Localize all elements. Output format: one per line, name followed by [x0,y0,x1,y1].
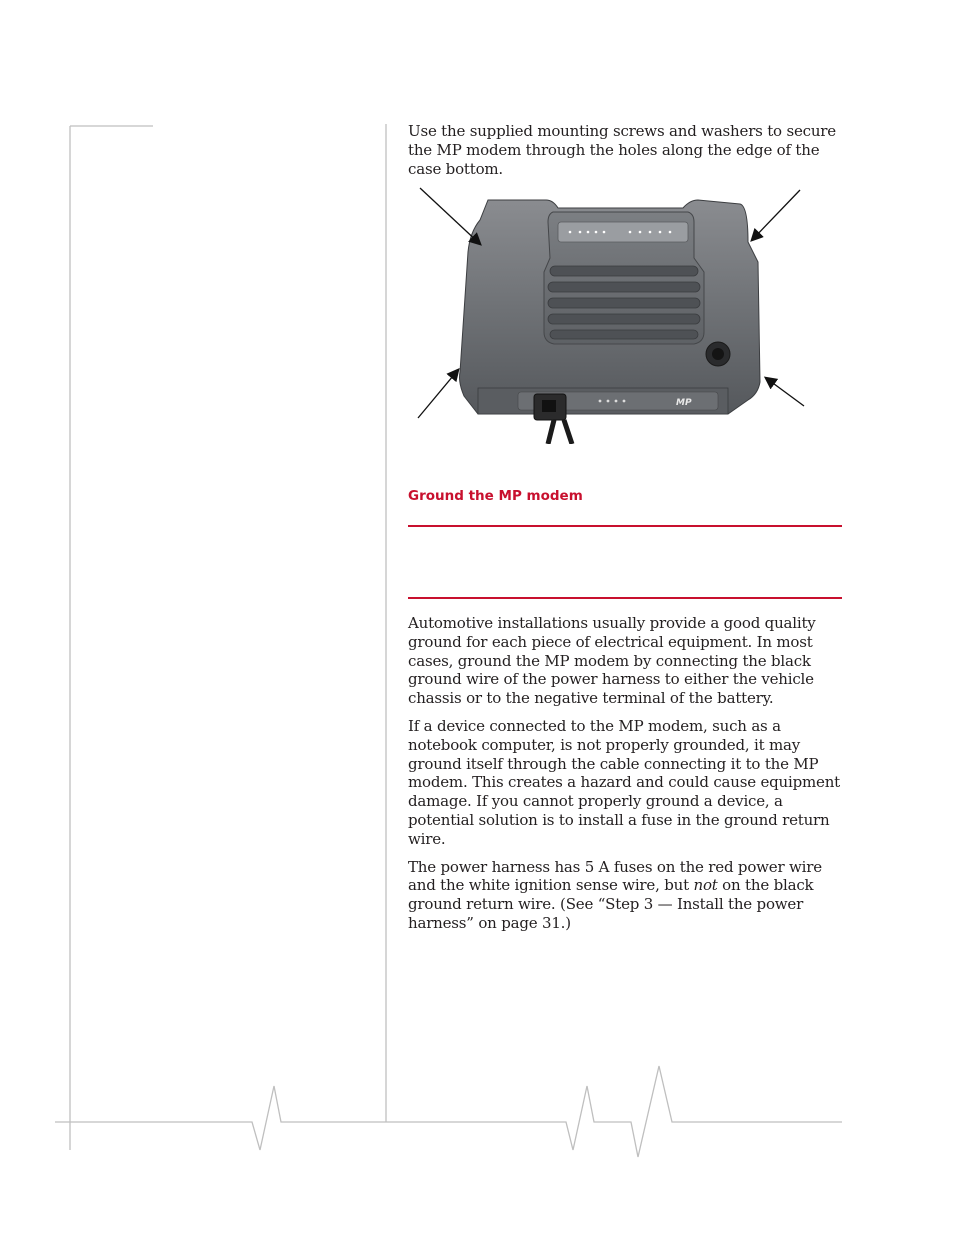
footer-waveform [55,1066,842,1157]
device-logo: MP [676,398,692,408]
paragraph-automotive-ground: Automotive installations usually provide a good quality ground for each piece of electrical equipment. In most cases, ground the MP modem by connecting the black ground wire of the power harness to either the vehicle chassis or to the negative terminal of the battery. [408,614,816,708]
section-heading: Ground the MP modem [408,488,583,504]
modem-figure [408,182,820,444]
paragraph-power-harness-end: on the black ground return wire. (See “Step 3 — Install the power harness” on page 31.) [408,876,814,932]
paragraph-device-grounding: If a device connected to the MP modem, such as a notebook computer, is not properly grounded, it may ground itself through the cable connecting it to the MP modem. This creates a hazard and could cause equipment damage. If you cannot properly ground a device, a potential solution is to install a fuse in the ground return wire. [408,716,840,848]
intro-paragraph: Use the supplied mounting screws and washers to secure the MP modem through the holes along the edge of the case bottom. [408,122,836,178]
paragraph-power-harness [408,858,842,933]
body-text-block [408,614,842,942]
intro-text-block [408,122,842,187]
paragraph-power-harness-start: The power harness has 5 A fuses on the red power wire and the white ignition sense wire, but [408,857,822,895]
arrow-top-left [420,188,480,244]
heading-rule-top [408,525,842,527]
arrow-bottom-left [418,370,458,418]
emphasis-not: not [693,876,718,895]
arrow-top-right [752,190,800,240]
arrow-bottom-right [766,378,804,406]
heading-rule-bottom [408,597,842,599]
modem-body [460,200,761,444]
